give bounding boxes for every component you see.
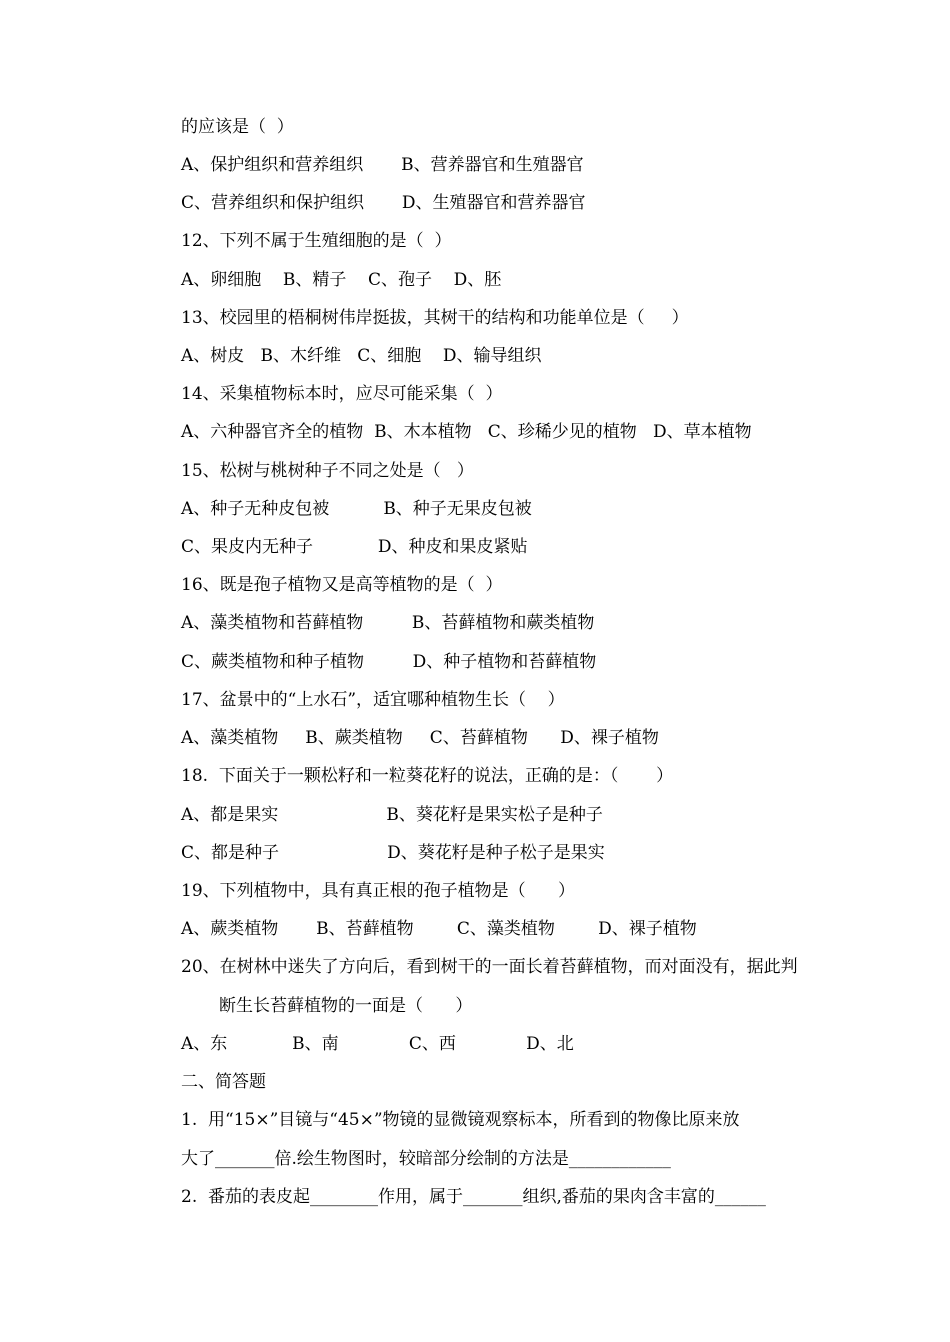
question-16-options-cd: C、蕨类植物和种子植物 D、种子植物和苔藓植物 bbox=[181, 652, 597, 672]
short-answer-1-line-1: 1. 用“15×”目镜与“45×”物镜的显微镜观察标本，所看到的物像比原来放 bbox=[181, 1110, 740, 1130]
question-18-options-cd: C、都是种子 D、葵花籽是种子松子是果实 bbox=[181, 843, 605, 863]
short-answer-1-line-2: 大了_______倍.绘生物图时，较暗部分绘制的方法是____________ bbox=[181, 1149, 671, 1169]
question-14-stem: 14、采集植物标本时，应尽可能采集（ ） bbox=[181, 384, 503, 404]
question-12-options: A、卵细胞 B、精子 C、孢子 D、胚 bbox=[181, 270, 502, 290]
question-11-options-ab: A、保护组织和营养组织 B、营养器官和生殖器官 bbox=[181, 155, 584, 175]
question-15-stem: 15、松树与桃树种子不同之处是（ ） bbox=[181, 461, 474, 481]
question-20-stem-continued: 断生长苔藓植物的一面是（ ） bbox=[219, 996, 473, 1016]
question-18-stem: 18. 下面关于一颗松籽和一粒葵花籽的说法，正确的是：（ ） bbox=[181, 766, 674, 786]
question-11-stem-continued: 的应该是（ ） bbox=[181, 117, 294, 137]
question-17-options: A、藻类植物 B、蕨类植物 C、苔藓植物 D、裸子植物 bbox=[181, 728, 659, 748]
question-15-options-ab: A、种子无种皮包被 B、种子无果皮包被 bbox=[181, 499, 532, 519]
question-18-options-ab: A、都是果实 B、葵花籽是果实松子是种子 bbox=[181, 805, 603, 825]
question-20-options: A、东 B、南 C、西 D、北 bbox=[181, 1034, 574, 1054]
question-16-stem: 16、既是孢子植物又是高等植物的是（ ） bbox=[181, 575, 503, 595]
question-15-options-cd: C、果皮内无种子 D、种皮和果皮紧贴 bbox=[181, 537, 528, 557]
question-19-options: A、蕨类植物 B、苔藓植物 C、藻类植物 D、裸子植物 bbox=[181, 919, 697, 939]
question-13-stem: 13、校园里的梧桐树伟岸挺拔，其树干的结构和功能单位是（ ） bbox=[181, 308, 689, 328]
question-11-options-cd: C、营养组织和保护组织 D、生殖器官和营养器官 bbox=[181, 193, 586, 213]
short-answer-2-line-1: 2. 番茄的表皮起________作用，属于_______组织,番茄的果肉含丰富的______ bbox=[181, 1187, 766, 1207]
question-12-stem: 12、下列不属于生殖细胞的是（ ） bbox=[181, 231, 452, 251]
question-16-options-ab: A、藻类植物和苔藓植物 B、苔藓植物和蕨类植物 bbox=[181, 613, 595, 633]
question-20-stem: 20、在树林中迷失了方向后，看到树干的一面长着苔藓植物，而对面没有，据此判 bbox=[181, 957, 798, 977]
question-19-stem: 19、下列植物中，具有真正根的孢子植物是（ ） bbox=[181, 881, 576, 901]
section-heading-short-answer: 二、简答题 bbox=[181, 1072, 266, 1092]
question-17-stem: 17、盆景中的“上水石”，适宜哪种植物生长（ ） bbox=[181, 690, 565, 710]
question-14-options: A、六种器官齐全的植物 B、木本植物 C、珍稀少见的植物 D、草本植物 bbox=[181, 422, 752, 442]
question-13-options: A、树皮 B、木纤维 C、细胞 D、输导组织 bbox=[181, 346, 542, 366]
